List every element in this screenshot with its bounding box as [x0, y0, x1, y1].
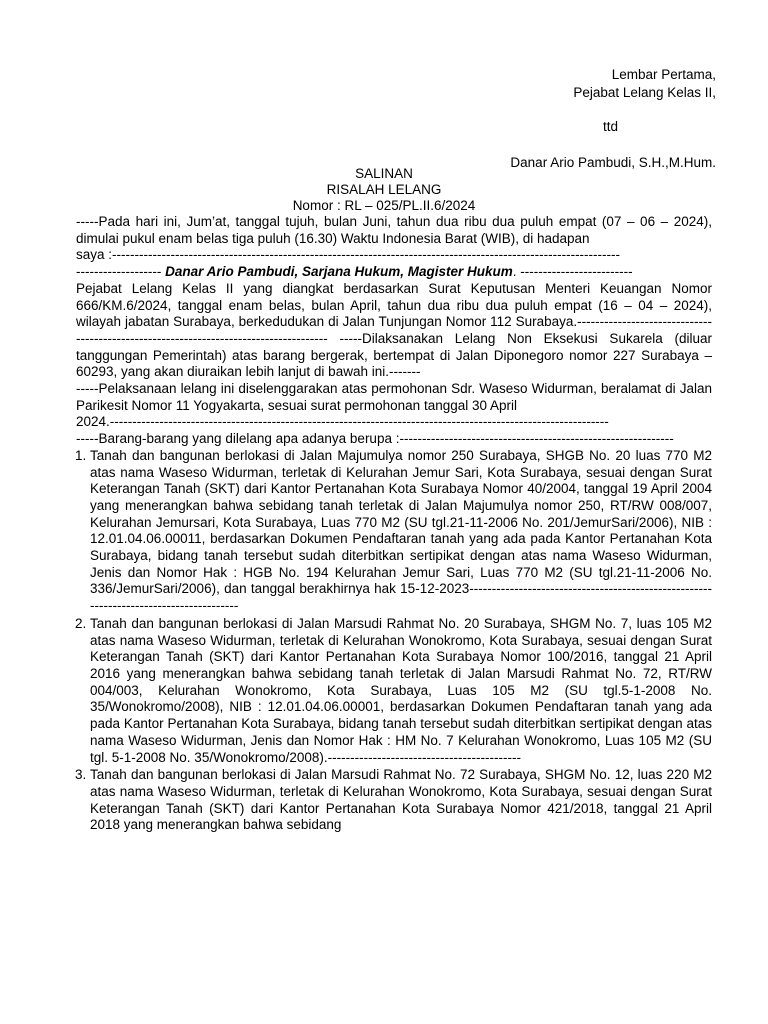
official-name: Danar Ario Pambudi, Sarjana Hukum, Magister Hukum: [165, 264, 513, 280]
salinan-heading: SALINAN: [355, 166, 413, 181]
pejabat-label: Pejabat Lelang Kelas II,: [573, 85, 716, 100]
lembar-label: Lembar Pertama,: [611, 67, 716, 82]
request-paragraph: -----Pelaksanaan lelang ini diselenggarakan atas permohonan Sdr. Waseso Widurman, beralamat di Jalan Parikesit Nomor 11 Yogyakarta, sesuai surat permohonan tanggal 30 April: [76, 381, 712, 413]
auction-items-list: [76, 448, 712, 834]
name-suffix-dashes: . -------------------------: [512, 264, 633, 280]
signer-name: Danar Ario Pambudi, S.H.,M.Hum.: [510, 155, 716, 170]
auction-item: 3. Tanah dan bangunan berlokasi di Jalan Marsudi Rahmat No. 72 Surabaya, SHGM No. 12, luas 220 M2 atas nama Waseso Widurman, terletak di Kelurahan Wonokromo, Kota Surabaya, sesuai dengan Surat Keterangan Tanah (SKT) dari Kantor Pertanahan Kota Surabaya Nomor 421/2018, tanggal 21 April 2018 yang menerangkan bahwa sebidang: [90, 767, 712, 834]
ttd-label: ttd: [602, 119, 618, 134]
auction-item: 1. Tanah dan bangunan berlokasi di Jalan Majumulya nomor 250 Surabaya, SHGB No. 20 luas 770 M2 atas nama Waseso Widurman, terletak di Kelurahan Jemur Sari, Kota Surabaya, sesuai dengan Surat Keterangan Tanah (SKT) dari Kantor Pertanahan Kota Surabaya Nomor 40/2004, tanggal 19 April 2004 yang menerangkan bahwa sebidang tanah terletak di Jalan Majumulya nomor 250, RT/RW 008/007, Kelurahan Jemursari, Kota Surabaya, Luas 770 M2 (SU tgl.21-11-2006 No. 201/JemurSari/2006), NIB : 12.01.04.06.00011, berdasarkan Dokumen Pendaftaran tanah yang ada pada Kantor Pertanahan Kota Surabaya, bidang tanah tersebut sudah diterbitkan sertipikat dengan atas nama Waseso Widurman, Jenis dan Nomor Hak : HGB No. 194 Kelurahan Jemur Sari, Luas 770 M2 (SU tgl.21-11-2006 No. 336/JemurSari/2006), dan tanggal berakhirnya hak 15-12-2023---------------------------------------------------------------------------------------: [90, 448, 712, 615]
request-paragraph-end: 2024.---------------------------------------------------------------------------------------------------------------: [76, 414, 609, 430]
name-prefix-dashes: -------------------: [76, 264, 166, 280]
document-number: Nomor : RL – 025/PL.II.6/2024: [292, 198, 476, 213]
signature-header: [510, 66, 716, 172]
opening-paragraph-end: saya :-----------------------------------------------------------------------------------------------------------------: [76, 247, 621, 263]
risalah-heading: RISALAH LELANG: [326, 182, 442, 197]
official-name-line: [76, 264, 712, 281]
items-intro: -----Barang-barang yang dilelang apa adanya berupa :-------------------------------------------------------------: [76, 431, 674, 447]
opening-paragraph: -----Pada hari ini, Jum’at, tanggal tujuh, bulan Juni, tahun dua ribu dua puluh empat (07 – 06 – 2024), dimulai pukul enam belas tiga puluh (16.30) Waktu Indonesia Barat (WIB), di hadapan: [76, 214, 712, 246]
auction-item: 2. Tanah dan bangunan berlokasi di Jalan Marsudi Rahmat No. 20 Surabaya, SHGM No. 7, luas 105 M2 atas nama Waseso Widurman, terletak di Kelurahan Wonokromo, Kota Surabaya, sesuai dengan Surat Keterangan Tanah (SKT) dari Kantor Pertanahan Kota Surabaya Nomor 100/2016, tanggal 21 April 2016 yang menerangkan bahwa sebidang tanah terletak di Jalan Marsudi Rahmat No. 72, RT/RW 004/003, Kelurahan Wonokromo, Kota Surabaya, Luas 105 M2 (SU tgl.5-1-2008 No. 35/Wonokromo/2008), NIB : 12.01.04.06.00001, berdasarkan Dokumen Pendaftaran tanah yang ada pada Kantor Pertanahan Kota Surabaya, bidang tanah tersebut sudah diterbitkan sertipikat dengan atas nama Waseso Widurman, Jenis dan Nomor Hak : HM No. 7 Kelurahan Wonokromo, Luas 105 M2 (SU tgl. 5-1-2008 No. 35/Wonokromo/2008).-------------------------------------------: [90, 616, 712, 766]
appointment-paragraph: Pejabat Lelang Kelas II yang diangkat berdasarkan Surat Keputusan Menteri Keuangan Nomor 666/KM.6/2024, tanggal enam belas, bulan April, tahun dua ribu dua puluh empat (16 – 04 – 2024), wilayah jabatan Surabaya, berkedudukan di Jalan Tunjungan Nomor 112 Surabaya.-------------------------------------------------------------------------------------- -----Dilaksanakan Lelang Non Eksekusi Sukarela (diluar tanggungan Pemerintah) atas barang bergerak, bertempat di Jalan Diponegoro nomor 227 Surabaya – 60293, yang akan diuraikan lebih lanjut di bawah ini.-------: [76, 280, 712, 380]
document-body: [76, 214, 712, 835]
document-title: [0, 166, 768, 214]
